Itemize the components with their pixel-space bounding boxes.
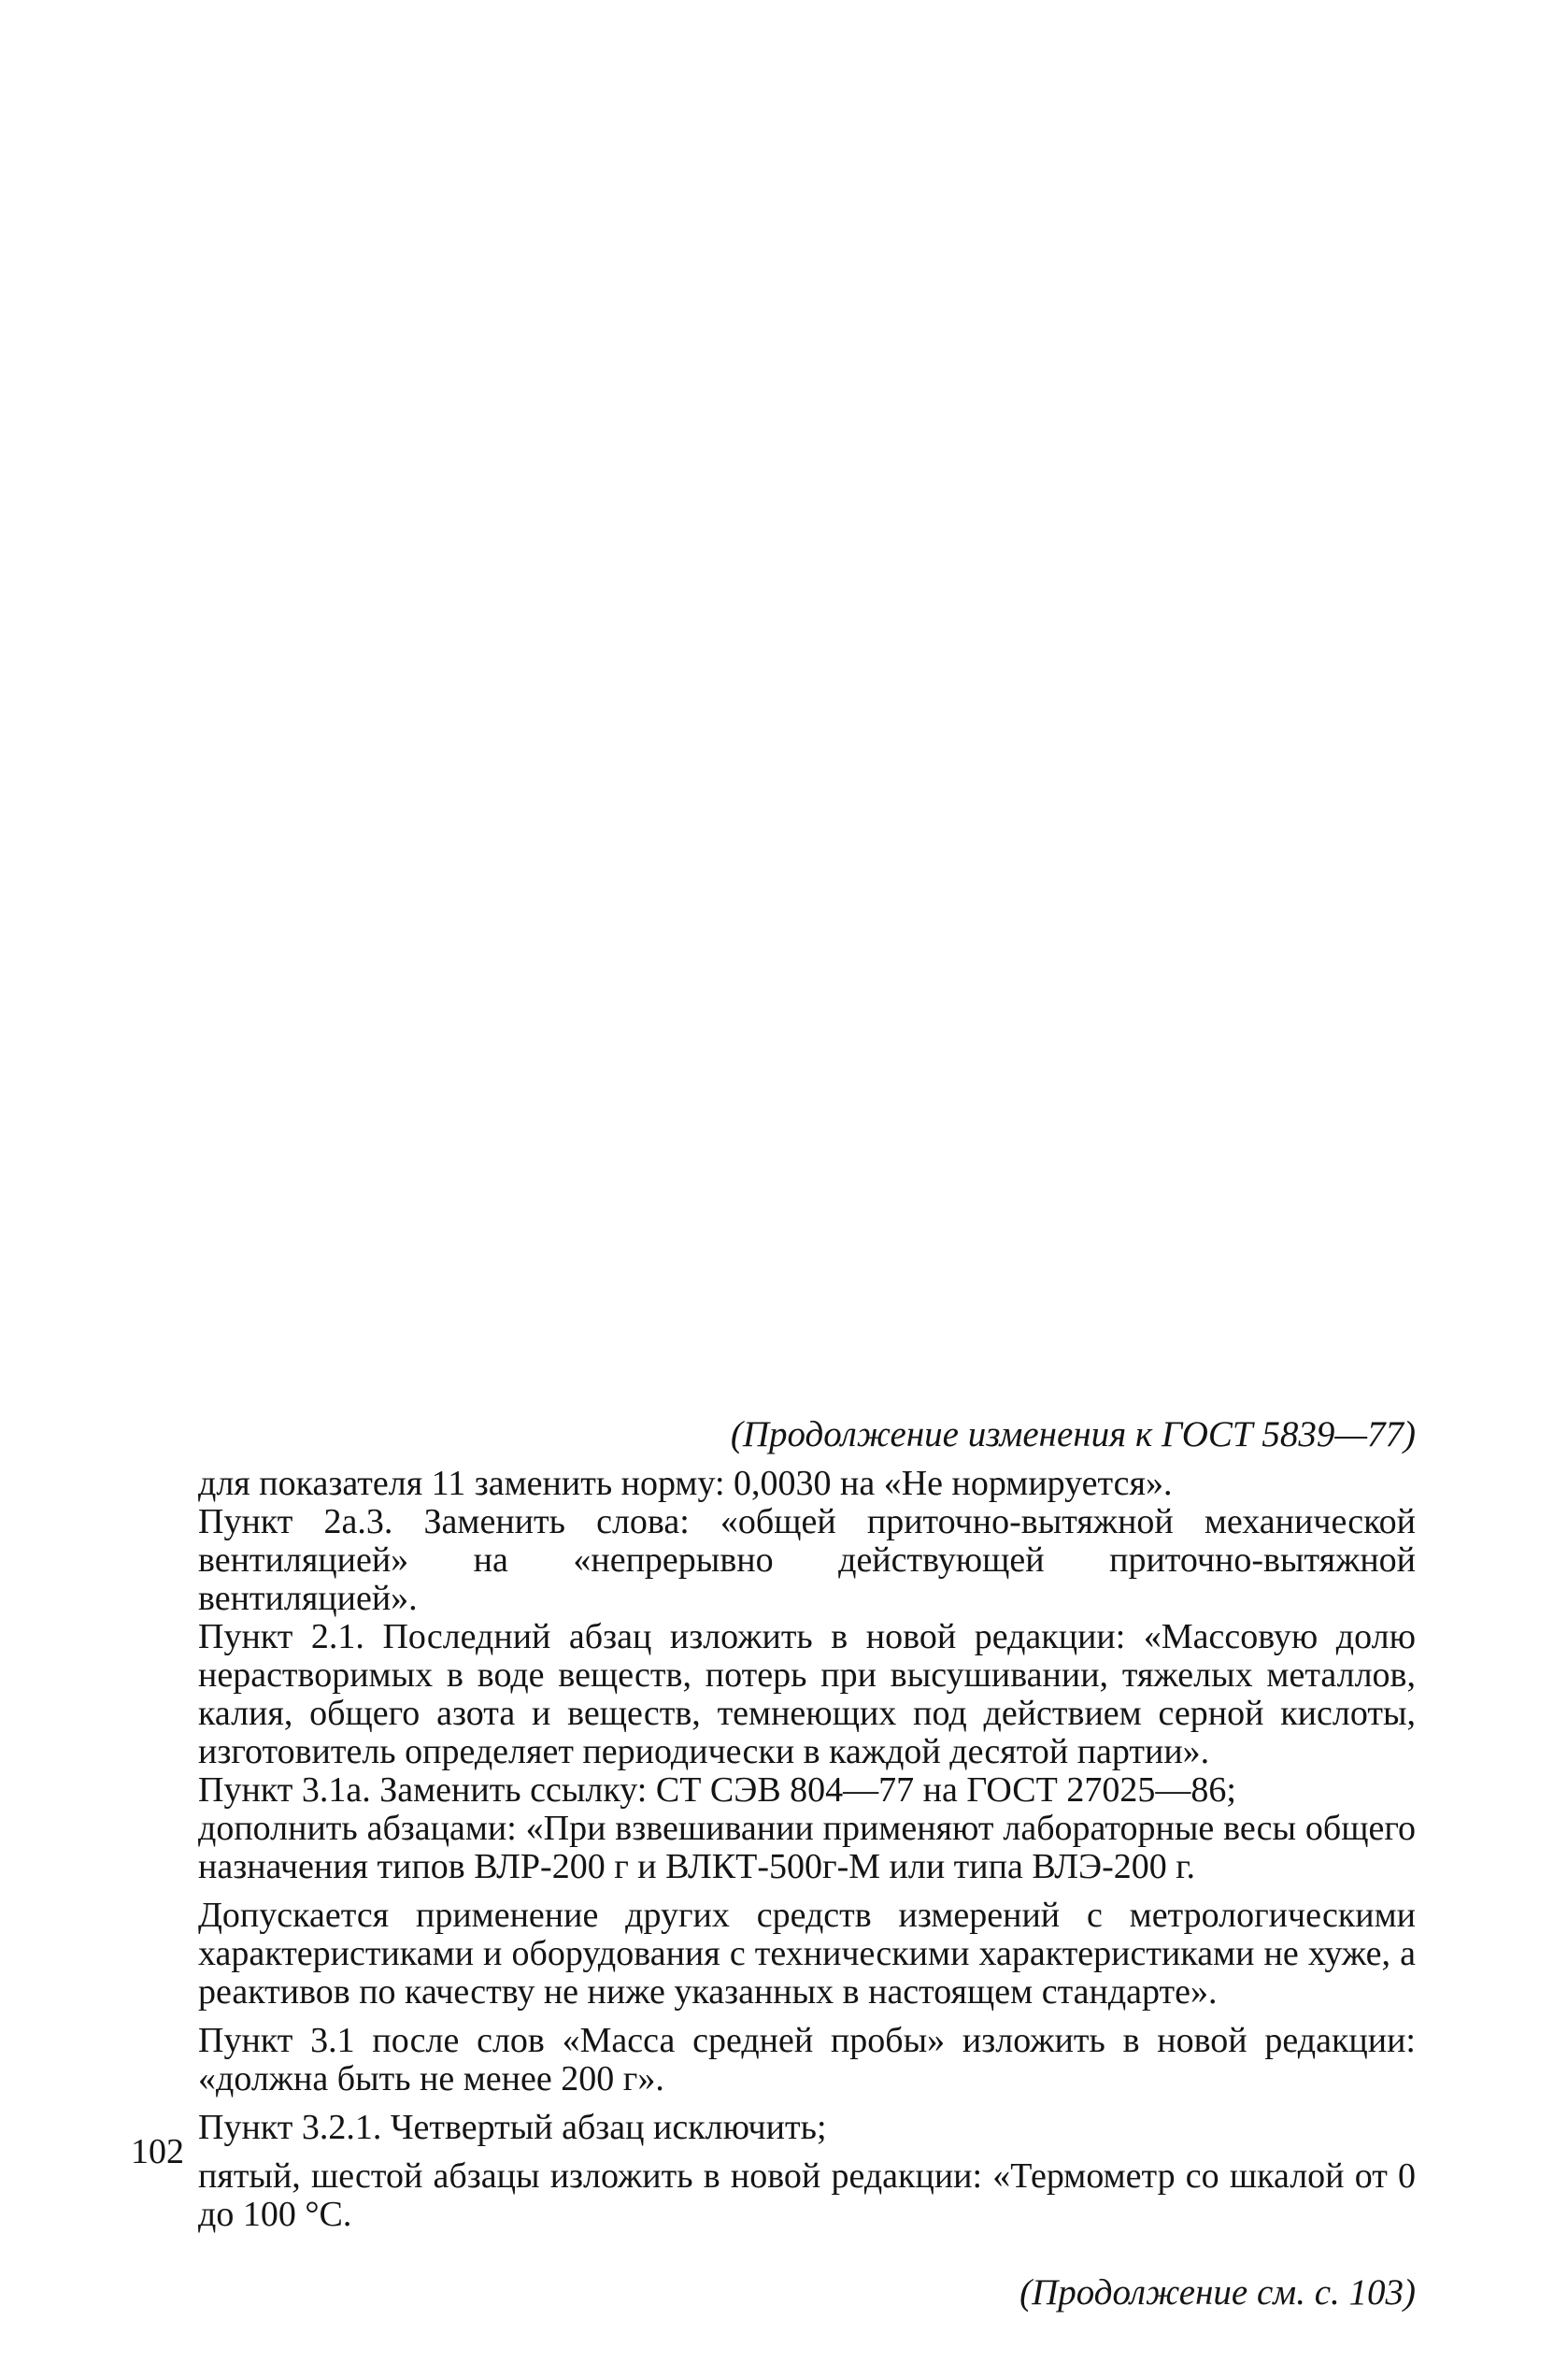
paragraph-9: пятый, шестой абзацы изложить в новой редакции: «Термометр со шкалой от 0 до 100 °С. (198, 2156, 1416, 2234)
paragraph-6: Допускается применение других средств измерений с метрологическими характеристиками и оборудования с техническими характеристиками не хуже, а реактивов по качеству не ниже указанных в настоящем стандарте». (198, 1896, 1416, 2012)
paragraph-3: Пункт 2.1. Последний абзац изложить в новой редакции: «Массовую долю нерастворимых в воде веществ, потерь при высушивании, тяжелых металлов, калия, общего азота и веществ, темнеющих под действием серной кислоты, изготовитель определяет периодически в каждой десятой партии». (198, 1617, 1416, 1771)
continuation-header: (Продолжение изменения к ГОСТ 5839—77) (730, 1414, 1416, 1454)
paragraph-2: Пункт 2а.3. Заменить слова: «общей приточно-вытяжной механической вентиляцией» на «непрерывно действующей приточно-вытяжной вентиляцией». (198, 1502, 1416, 1618)
paragraph-7: Пункт 3.1 после слов «Масса средней пробы» изложить в новой редакции: «должна быть не менее 200 г». (198, 2021, 1416, 2098)
page-number: 102 (131, 2132, 184, 2171)
continuation-footer: (Продолжение см. с. 103) (1019, 2272, 1416, 2313)
paragraph-4: Пункт 3.1а. Заменить ссылку: СТ СЭВ 804—77 на ГОСТ 27025—86; (198, 1770, 1236, 1810)
paragraph-1: для показателя 11 заменить норму: 0,0030 на «Не нормируется». (198, 1464, 1173, 1503)
document-text-block (198, 1415, 1416, 2312)
paragraph-5: дополнить абзацами: «При взвешивании применяют лабораторные весы общего назначения типов ВЛР-200 г и ВЛКТ-500г-М или типа ВЛЭ-200 г. (198, 1809, 1416, 1886)
paragraph-8: Пункт 3.2.1. Четвертый абзац исключить; (198, 2108, 827, 2147)
